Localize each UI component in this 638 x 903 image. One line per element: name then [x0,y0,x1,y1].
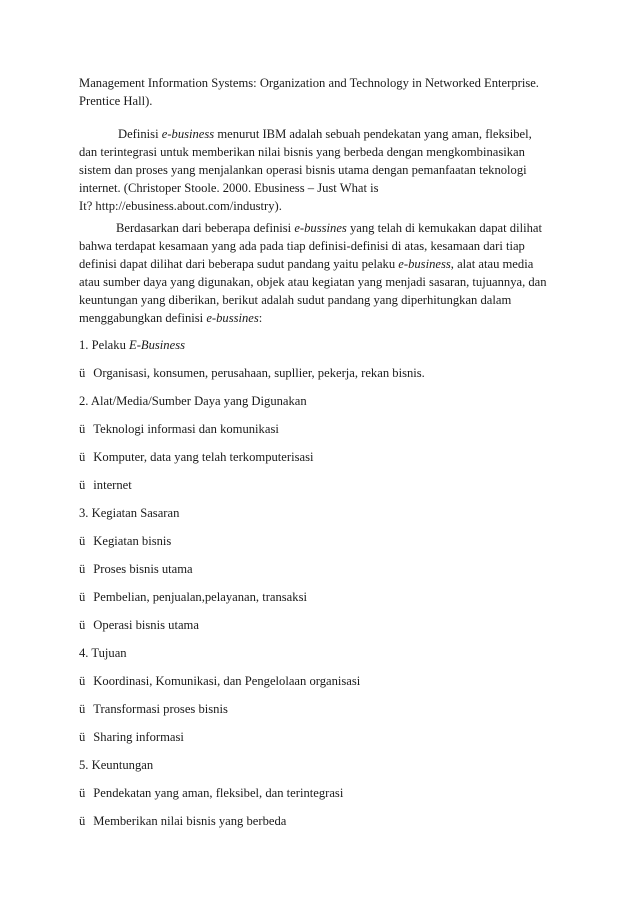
summary-paragraph-line-3: definisi dapat dilihat dari beberapa sudut pandang yaitu pelaku e-business, alat atau media [79,257,534,271]
list-item: ü Teknologi informasi dan komunikasi [79,422,279,436]
list-item: ü Pembelian, penjualan,pelayanan, transaksi [79,590,307,604]
list-item: ü Memberikan nilai bisnis yang berbeda [79,814,287,828]
list-item: ü Proses bisnis utama [79,562,193,576]
list-item: ü Transformasi proses bisnis [79,702,228,716]
check-bullet-icon: ü [79,534,86,548]
list-item: ü Organisasi, konsumen, perusahaan, supllier, pekerja, rekan bisnis. [79,366,425,380]
check-bullet-icon: ü [79,814,86,828]
list-item: ü Operasi bisnis utama [79,618,199,632]
list-item: ü Sharing informasi [79,730,184,744]
section-4-title: 4. Tujuan [79,646,127,660]
check-bullet-icon: ü [79,786,86,800]
summary-paragraph-line-4: atau sumber daya yang digunakan, objek atau kegiatan yang menjadi sasaran, tujuannya, dan [79,275,547,289]
check-bullet-icon: ü [79,702,86,716]
section-1-title: 1. Pelaku E-Business [79,338,185,352]
summary-paragraph-line-6: menggabungkan definisi e-bussines: [79,311,263,325]
ibm-paragraph-line-4: internet. (Christoper Stoole. 2000. Ebusiness – Just What is [79,181,379,195]
ibm-paragraph-line-2: dan terintegrasi untuk memberikan nilai bisnis yang berbeda dengan mengkombinasikan [79,145,525,159]
list-item: ü Kegiatan bisnis [79,534,172,548]
check-bullet-icon: ü [79,562,86,576]
check-bullet-icon: ü [79,450,86,464]
check-bullet-icon: ü [79,618,86,632]
ibm-paragraph-line-5: It? http://ebusiness.about.com/industry). [79,199,282,213]
check-bullet-icon: ü [79,730,86,744]
list-item: ü Koordinasi, Komunikasi, dan Pengelolaan organisasi [79,674,361,688]
check-bullet-icon: ü [79,366,86,380]
check-bullet-icon: ü [79,590,86,604]
ibm-paragraph-line-3: sistem dan proses yang menjalankan operasi bisnis utama dengan pemanfaatan teknologi [79,163,527,177]
section-3-title: 3. Kegiatan Sasaran [79,506,180,520]
list-item: ü Pendekatan yang aman, fleksibel, dan terintegrasi [79,786,344,800]
list-item: ü Komputer, data yang telah terkomputerisasi [79,450,314,464]
list-item: ü internet [79,478,132,492]
intro-line-2: Prentice Hall). [79,94,153,108]
summary-paragraph-line-1: Berdasarkan dari beberapa definisi e-bussines yang telah di kemukakan dapat dilihat [116,221,542,235]
section-2-title: 2. Alat/Media/Sumber Daya yang Digunakan [79,394,307,408]
section-5-title: 5. Keuntungan [79,758,154,772]
summary-paragraph-line-5: keuntungan yang diberikan, berikut adalah sudut pandang yang diperhitungkan dalam [79,293,512,307]
intro-line-1: Management Information Systems: Organization and Technology in Networked Enterprise. [79,76,539,90]
check-bullet-icon: ü [79,674,86,688]
check-bullet-icon: ü [79,478,86,492]
check-bullet-icon: ü [79,422,86,436]
summary-paragraph-line-2: bahwa terdapat kesamaan yang ada pada tiap definisi-definisi di atas, kesamaan dari tiap [79,239,525,253]
ibm-paragraph-line-1: Definisi e-business menurut IBM adalah sebuah pendekatan yang aman, fleksibel, [118,127,532,141]
